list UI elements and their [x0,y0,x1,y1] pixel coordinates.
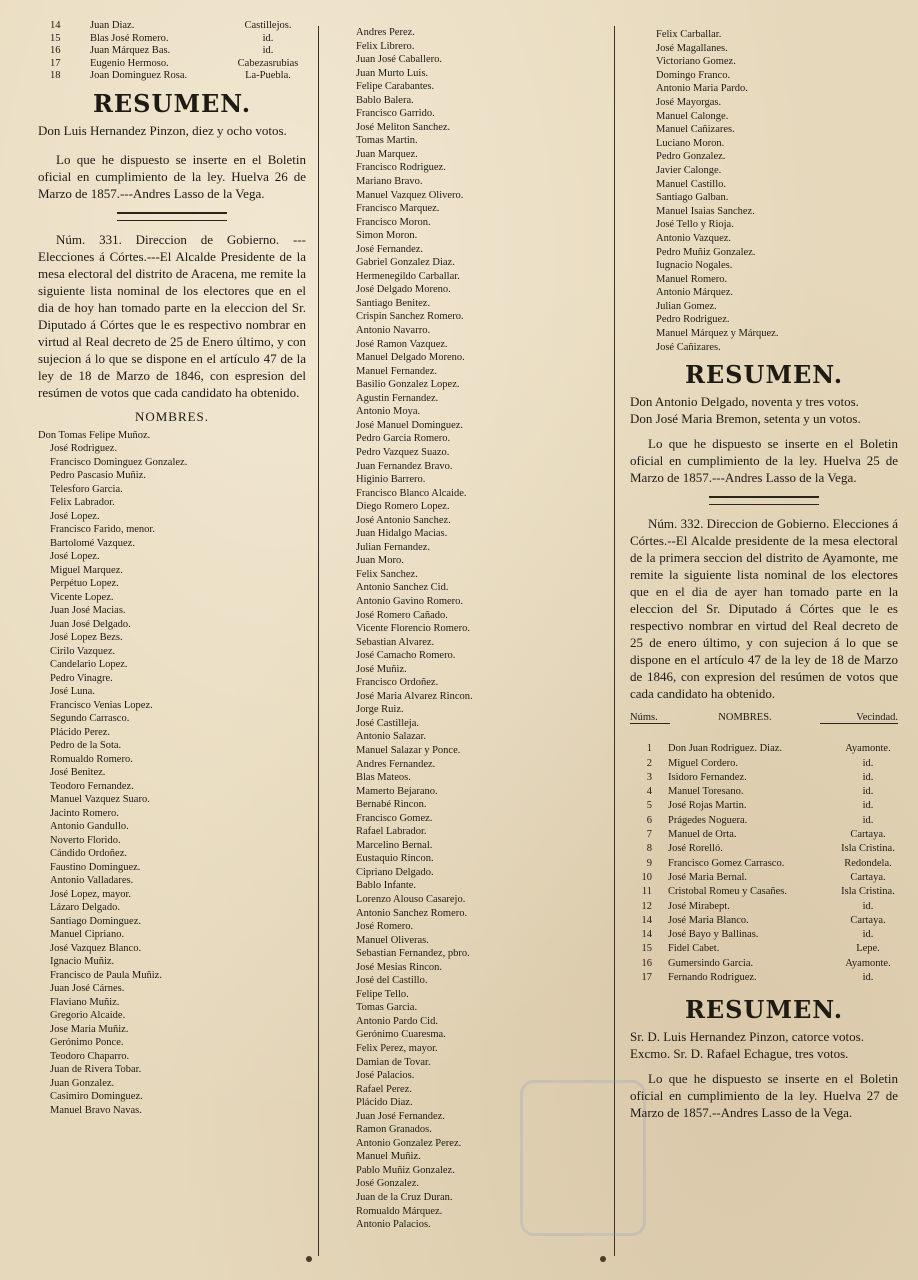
list-item: Manuel Vazquez Suaro. [50,794,150,805]
row-name: Isidoro Fernandez. [668,771,747,783]
list-item: Pedro Pascasio Muñiz. [50,470,146,481]
list-item: Mamerto Bejarano. [356,785,438,797]
list-item: Francisco Gomez. [356,812,433,824]
list-item: Ramon Granados. [356,1124,432,1136]
list-item: Agustin Fernandez. [356,392,439,404]
list-item: Felix Carballar. [656,29,722,40]
list-item: Francisco Dominguez Gonzalez. [50,456,188,468]
table-row [630,799,898,813]
list-item: Teodoro Chaparro. [50,1050,130,1062]
row-name: Fernando Rodriguez. [668,972,757,983]
table-row [630,771,898,785]
table-row [38,70,306,83]
list-item: Francisco Ordoñez. [356,677,439,689]
table-row [630,928,898,942]
list-item: Lorenzo Alouso Casarejo. [356,894,466,905]
list-item: Plácido Diaz. [356,1097,413,1109]
column-1 [38,20,306,1117]
list-item: Antonio Valladares. [50,875,134,886]
list-item: Higinio Barrero. [356,474,426,486]
row-name: Manuel de Orta. [668,829,737,841]
table-row [630,914,898,928]
list-item: Antonio Maria Pardo. [656,83,748,95]
column-2 [338,26,606,1232]
list-item: Bernabé Rincon. [356,799,427,811]
list-item: Manuel Romero. [656,273,728,285]
list-item: Jorge Ruiz. [356,704,404,716]
list-item: Antonio Vazquez. [656,232,732,244]
list-item: José Camacho Romero. [356,650,456,662]
row-number: 15 [50,32,61,44]
nombres-heading: NOMBRES. [134,408,210,424]
row-number: 12 [641,900,652,912]
list-item: Romualdo Márquez. [356,1205,443,1217]
list-item: Gerónimo Ponce. [50,1037,124,1048]
list-item: Diego Romero Lopez. [356,501,450,513]
row-vecindad: Lepe. [856,943,880,955]
list-item: Antonio Sanchez Cid. [356,582,449,594]
list-item: Antonio Salazar. [356,731,426,743]
list-item: Juan Gonzalez. [50,1077,115,1089]
ornament-dot [600,1256,606,1262]
list-item: Bablo Infante. [356,880,417,892]
row-vecindad: id. [862,800,874,812]
elector-name-list [38,429,306,1118]
row-vecindad: La-Puebla. [245,70,291,81]
list-item: Bablo Balera. [356,94,414,106]
row-name: Miguel Cordero. [668,757,738,769]
list-item: Romualdo Romero. [50,753,133,765]
list-item: Andres Fernandez. [356,758,436,770]
table-row [38,58,306,71]
list-item: Gerónimo Cuaresma. [356,1029,446,1041]
list-item: Manuel Oliveras. [356,934,429,946]
list-item: Rafael Perez. [356,1083,412,1095]
list-item: Manuel Cañizares. [656,124,735,136]
notice-332: Núm. 332. Direccion de Gobierno. Elecciones á Córtes.--El Alcalde presidente de la mesa electoral de la primera seccion del distrito de Ayamonte, me remite la siguiente lista nominal de los electores que en el dia de ayer han tomado parte en la eleccion del Sr. Diputado á Córtes que le es respectivo nombrar en virtud del Real decreto de 25 de enero último, y con sujecion á lo que se dispone en el artículo 47 de la ley de 18 de Marzo de 1846, con expresion del resúmen de votos que cada candidato ha obtenido. [630,516,898,702]
row-vecindad: Castillejos. [244,20,292,31]
row-number: 3 [646,771,652,783]
list-item: Tomas Martin. [356,135,418,147]
row-number: 10 [641,871,652,883]
table-row [38,20,306,33]
row-name: Francisco Gomez Carrasco. [668,857,785,869]
list-item: Simon Moron. [356,230,418,242]
resumen-heading: RESUMEN. [684,360,844,390]
row-name: Cristobal Romeu y Casañes. [668,886,787,898]
list-item: Francisco Moron. [356,216,431,228]
row-vecindad: Cartaya. [850,914,886,926]
ornament-dot [306,1256,312,1262]
row-number: 5 [646,800,652,812]
table-row [630,957,898,971]
list-item: Francisco Rodriguez. [356,162,446,174]
list-item: Vicente Florencio Romero. [356,623,470,635]
list-item: Juan Hidalgo Macias. [356,528,448,540]
closing-notice: Lo que he dispuesto se inserte en el Boletin oficial en cumplimiento de la ley. Huelva 25 de Marzo de 1857.---Andres Lasso de la Vega. [630,436,898,486]
list-item: Santiago Galban. [656,192,729,204]
row-number: 6 [646,814,652,826]
list-item: Antonio Gonzalez Perez. [356,1137,462,1149]
list-item: Perpétuo Lopez. [50,578,119,589]
list-item: Luciano Moron. [656,137,725,149]
list-item: José Castilleja. [356,717,419,729]
list-item: Faustino Dominguez. [50,861,141,873]
list-item: Antonio Sanchez Romero. [356,907,468,919]
list-item: José Ramon Vazquez. [356,338,448,350]
list-item: Don Tomas Felipe Muñoz. [38,429,151,441]
row-name: Blas José Romero. [90,32,169,44]
list-item: José Delgado Moreno. [356,284,451,296]
elector-name-list [630,28,898,354]
list-item: Juan José Cárnes. [50,983,125,994]
list-item: Cándido Ordoñez. [50,848,127,859]
list-item: Victoriano Gomez. [656,56,736,68]
list-item: Pablo Muñiz Gonzalez. [356,1164,455,1176]
list-item: Segundo Carrasco. [50,713,130,724]
row-vecindad: id. [862,757,874,769]
list-item: Pedro Vazquez Suazo. [356,446,450,458]
list-item: Pedro Gonzalez. [656,151,726,163]
row-name: Prágedes Noguera. [668,814,748,826]
list-item: José Benitez. [50,767,106,778]
list-item: Juan Fernandez Bravo. [356,460,453,472]
column-rule [318,26,319,1256]
row-name: Manuel Toresano. [668,786,744,798]
list-item: Manuel Bravo Navas. [50,1104,142,1116]
list-item: Pedro Rodriguez. [656,314,730,326]
list-item: José Palacios. [356,1070,415,1082]
table-row [630,857,898,871]
resumen-result: Sr. D. Luis Hernandez Pinzon, catorce votos. [630,1029,864,1045]
list-item: Felix Librero. [356,40,415,52]
list-item: José Tello y Rioja. [656,219,734,231]
row-number: 17 [50,57,61,69]
row-name: Juan Diaz. [90,20,135,31]
list-item: José Muñiz. [356,663,407,675]
list-item: Antonio Pardo Cid. [356,1015,438,1027]
row-number: 8 [646,843,652,855]
list-item: Santiago Dominguez. [50,915,141,927]
row-vecindad: Isla Cristina. [841,843,895,855]
list-item: Basilio Gonzalez Lopez. [356,379,460,391]
row-name: Juan Márquez Bas. [90,45,171,56]
row-vecindad: Isla Cristina. [841,886,895,898]
list-item: Francisco Blanco Alcaide. [356,487,467,499]
elector-name-list [338,26,606,1232]
list-item: Manuel Castillo. [656,178,726,190]
elector-table-continued [38,20,306,83]
row-name: José Mirabept. [668,900,730,912]
row-vecindad: Ayamonte. [845,957,891,969]
list-item: Telesforo Garcia. [50,483,123,495]
header-names: NOMBRES. [718,712,772,724]
row-vecindad: Redondela. [844,857,892,869]
list-item: Gabriel Gonzalez Diaz. [356,257,455,269]
notice-331: Núm. 331. Direccion de Gobierno. ---Elecciones á Córtes.---El Alcalde Presidente de la mesa electoral del distrito de Aracena, me remite la siguiente lista nominal de los electores que en el dia de hoy han tomado parte en la eleccion del Sr. Diputado á Córtes que le es respectivo nombrar en virtud al Real decreto de 25 de Enero último, y con sujecion á lo que se dispone en el artículo 47 de la ley de 18 de Marzo de 1846, con espresion del resúmen de votos que cada candidato ha obtenido. [38,231,306,400]
list-item: Crispin Sanchez Romero. [356,311,464,323]
list-item: Manuel Vazquez Olivero. [356,189,464,201]
list-item: Manuel Cipriano. [50,929,125,940]
list-item: Felix Perez, mayor. [356,1043,438,1055]
row-number: 14 [50,20,61,31]
list-item: Andres Perez. [356,27,415,38]
list-item: Antonio Gandullo. [50,821,129,832]
list-item: Casimiro Dominguez. [50,1091,143,1102]
list-item: Juan José Delgado. [50,618,131,630]
row-name: José Maria Blanco. [668,914,749,926]
list-item: José Lopez Bezs. [50,632,123,643]
list-item: Francisco Farido, menor. [50,524,155,535]
row-vecindad: id. [862,972,874,983]
list-item: Domingo Franco. [656,69,731,81]
row-name: Fidel Cabet. [668,943,720,955]
list-item: Lázaro Delgado. [50,902,120,913]
list-item: Sebastian Alvarez. [356,636,435,648]
row-vecindad: id. [862,771,874,783]
list-item: Gregorio Alcaide. [50,1010,126,1021]
row-number: 9 [646,857,652,869]
list-item: Felipe Carabantes. [356,81,435,93]
row-number: 16 [641,957,652,969]
list-item: Manuel Isaias Sanchez. [656,205,755,217]
table-row [630,742,898,756]
table-row [630,942,898,956]
section-divider [117,212,227,221]
list-item: José Luna. [50,686,95,697]
table-row [630,814,898,828]
resumen-result: Excmo. Sr. D. Rafael Echague, tres votos. [630,1046,849,1062]
list-item: José Mesias Rincon. [356,961,443,973]
column-rule [614,26,615,1256]
row-number: 16 [50,45,61,56]
row-number: 15 [641,943,652,955]
row-number: 11 [641,886,652,898]
list-item: Juan Murto Luis. [356,67,429,79]
list-item: Antonio Navarro. [356,325,431,337]
list-item: Juan José Fernandez. [356,1110,445,1122]
list-item: Tomas Garcia. [356,1002,418,1014]
resumen-result: Don José Maria Bremon, setenta y un votos. [630,411,861,427]
row-number: 4 [646,786,652,798]
list-item: Juan José Macias. [50,605,126,616]
list-item: José Lopez. [50,510,100,522]
table-row [630,757,898,771]
list-item: Felix Labrador. [50,497,115,508]
list-item: Pedro Muñiz Gonzalez. [656,246,756,258]
table-row [630,885,898,899]
row-vecindad: id. [262,45,274,56]
list-item: José Gonzalez. [356,1178,419,1190]
list-item: Pedro Vinagre. [50,672,113,684]
row-number: 1 [646,743,652,755]
list-item: Antonio Palacios. [356,1219,431,1231]
row-number: 7 [646,829,652,841]
row-number: 2 [646,757,652,769]
list-item: José Romero. [356,921,414,933]
list-item: Marcelino Bernal. [356,839,433,851]
elector-table [630,742,898,985]
list-item: Juan Moro. [356,555,404,567]
row-name: Don Juan Rodriguez. Diaz. [668,743,783,755]
row-name: Gumersindo Garcia. [668,957,754,969]
list-item: Francisco de Paula Muñiz. [50,969,162,981]
row-vecindad: Cartaya. [850,871,886,883]
list-item: Iugnacio Nogales. [656,260,733,272]
list-item: Manuel Calonge. [656,110,729,122]
resumen-heading: RESUMEN. [92,88,252,118]
list-item: José Meliton Sanchez. [356,121,451,133]
list-item: Felix Sanchez. [356,568,418,580]
row-number: 17 [641,972,652,983]
list-item: Javier Calonge. [656,164,722,176]
list-item: Manuel Fernandez. [356,365,438,377]
list-item: Blas Mateos. [356,772,411,784]
list-item: Francisco Marquez. [356,203,440,215]
list-item: Eustaquio Rincon. [356,853,434,865]
list-item: Bartolomé Vazquez. [50,537,135,549]
list-item: Felipe Tello. [356,988,409,1000]
list-item: José Fernandez. [356,243,424,255]
table-row [630,785,898,799]
list-item: Damian de Tovar. [356,1056,431,1068]
table-row [630,971,898,985]
list-item: Jose Maria Muñiz. [50,1023,129,1035]
row-vecindad: id. [862,929,874,941]
list-item: Antonio Gavino Romero. [356,595,464,607]
list-item: Pedro de la Sota. [50,740,122,751]
list-item: Santiago Benitez. [356,297,431,309]
list-item: Jacinto Romero. [50,807,119,819]
list-item: Sebastian Fernandez, pbro. [356,948,470,960]
row-vecindad: id. [862,814,874,826]
row-vecindad: Cartaya. [850,829,886,841]
table-row [38,45,306,58]
table-row [38,33,306,46]
list-item: José Mayorgas. [656,96,722,108]
list-item: José Antonio Sanchez. [356,514,451,526]
list-item: Candelario Lopez. [50,659,128,670]
table-row [630,871,898,885]
column-3 [630,28,898,1121]
list-item: José Vazquez Blanco. [50,942,142,954]
list-item: Flaviano Muñiz. [50,996,120,1008]
list-item: José Rodriguez. [50,443,118,454]
row-name: José Rojas Martin. [668,800,747,812]
resumen-heading: RESUMEN. [684,995,844,1025]
row-name: Joan Dominguez Rosa. [90,70,188,81]
list-item: Juan Marquez. [356,148,418,160]
row-vecindad: id. [862,900,874,912]
list-item: Pedro Garcia Romero. [356,433,451,445]
list-item: Antonio Moya. [356,406,421,418]
table-header [630,712,898,724]
list-item: José del Castillo. [356,975,428,987]
list-item: Julian Gomez. [656,300,717,312]
list-item: José Lopez. [50,551,100,562]
header-vecindad: Vecindad. [820,712,898,724]
row-name: José Rorelló. [668,843,723,855]
closing-notice: Lo que he dispuesto se inserte en el Boletin oficial en cumplimiento de la ley. Huelva 26 de Marzo de 1857.---Andres Lasso de la Vega. [38,151,306,201]
table-row [630,900,898,914]
row-vecindad: Cabezasrubias [237,57,299,69]
list-item: Manuel Márquez y Márquez. [656,328,779,340]
section-divider [709,496,819,505]
list-item: José Cañizares. [656,341,721,353]
row-name: José Maria Bernal. [668,871,748,883]
row-vecindad: id. [262,32,274,44]
row-name: José Bayo y Ballinas. [668,929,759,941]
row-name: Eugenio Hermoso. [90,57,169,69]
closing-notice: Lo que he dispuesto se inserte en el Boletin oficial en cumplimiento de la ley. Huelva 27 de Marzo de 1857.--Andres Lasso de la Vega. [630,1071,898,1121]
list-item: José Romero Cañado. [356,609,448,621]
list-item: Francisco Venias Lopez. [50,699,153,711]
list-item: Juan José Caballero. [356,54,443,66]
list-item: Antonio Márquez. [656,287,733,299]
row-number: 14 [641,914,652,926]
resumen-result: Don Antonio Delgado, noventa y tres votos. [630,394,859,410]
list-item: José Maria Alvarez Rincon. [356,690,473,702]
list-item: Vicente Lopez. [50,591,114,603]
table-row [630,828,898,842]
row-vecindad: Ayamonte. [845,743,891,755]
list-item: Cirilo Vazquez. [50,645,116,657]
row-vecindad: id. [862,786,874,798]
list-item: Plácido Perez. [50,726,111,738]
list-item: Manuel Delgado Moreno. [356,352,465,364]
list-item: José Lopez, mayor. [50,888,132,900]
list-item: Noverto Florido. [50,834,121,846]
list-item: Francisco Garrido. [356,108,435,120]
resumen-result: Don Luis Hernandez Pinzon, diez y ocho votos. [38,122,287,138]
list-item: José Manuel Dominguez. [356,419,464,431]
row-number: 18 [50,70,61,81]
table-row [630,842,898,856]
list-item: Hermenegildo Carballar. [356,270,460,282]
list-item: Mariano Bravo. [356,176,423,188]
list-item: Cipriano Delgado. [356,866,434,878]
list-item: Julian Fernandez. [356,541,431,553]
list-item: Manuel Salazar y Ponce. [356,744,461,756]
header-nums: Núms. [630,712,670,724]
row-number: 14 [641,929,652,941]
list-item: Juan de Rivera Tobar. [50,1064,142,1075]
list-item: Miguel Marquez. [50,564,123,576]
list-item: Juan de la Cruz Duran. [356,1192,453,1204]
list-item: José Magallanes. [656,42,728,54]
list-item: Teodoro Fernandez. [50,780,134,792]
list-item: Rafael Labrador. [356,826,427,838]
list-item: Manuel Muñiz. [356,1151,421,1163]
list-item: Ignacio Muñiz. [50,956,115,967]
